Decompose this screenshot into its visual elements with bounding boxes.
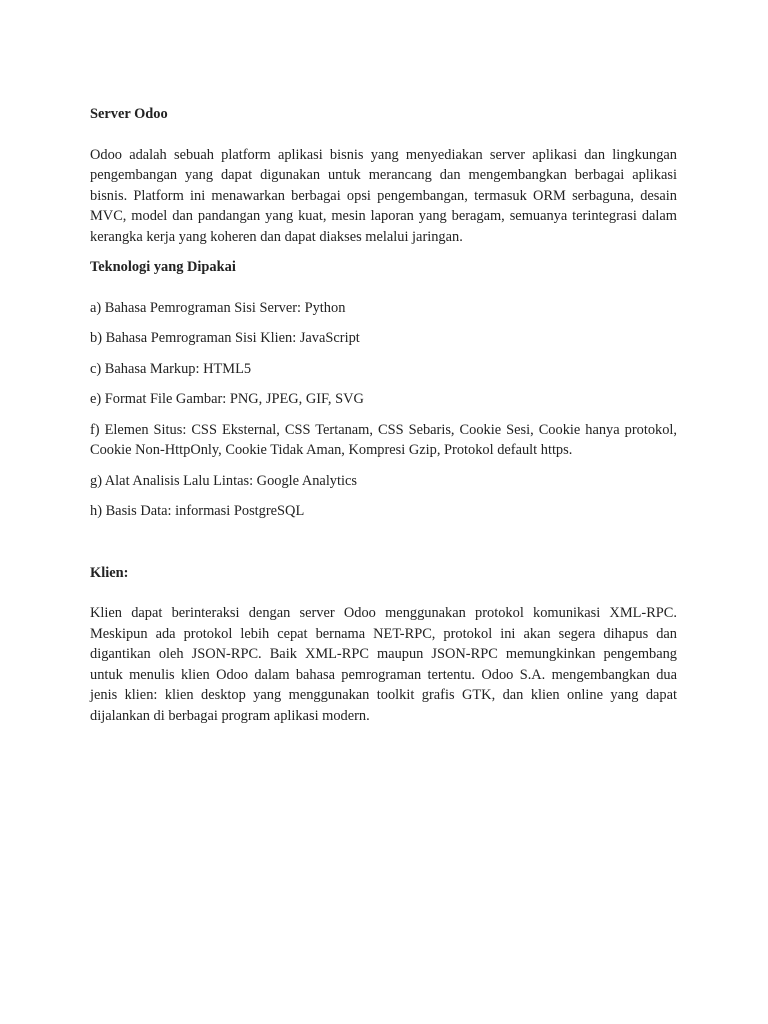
- section-title-server-odoo: Server Odoo: [90, 106, 168, 122]
- section-title-teknologi: Teknologi yang Dipakai: [90, 259, 236, 275]
- section-title-klien: Klien:: [90, 564, 129, 581]
- technology-list: [90, 298, 677, 522]
- paragraph-klien: Klien dapat berinteraksi dengan server Odoo menggunakan protokol komunikasi XML-RPC. Meskipun ada protokol lebih cepat bernama NET-RPC, protokol ini akan segera dihapus dan digantikan oleh JSON-RPC. Baik XML-RPC maupun JSON-RPC memungkinkan pengembang untuk menulis klien Odoo dalam bahasa pemrograman tertentu. Odoo S.A. mengembangkan dua jenis klien: klien desktop yang menggunakan toolkit grafis GTK, dan klien online yang dapat dijalankan di berbagai program aplikasi modern.: [90, 605, 677, 724]
- list-item-server-language: a) Bahasa Pemrograman Sisi Server: Python: [90, 299, 346, 316]
- list-item-client-language: b) Bahasa Pemrograman Sisi Klien: JavaScript: [90, 330, 360, 346]
- list-item-traffic-analysis: g) Alat Analisis Lalu Lintas: Google Analytics: [90, 472, 357, 489]
- document-body: [90, 104, 677, 726]
- list-item-site-elements: f) Elemen Situs: CSS Eksternal, CSS Tertanam, CSS Sebaris, Cookie Sesi, Cookie hanya protokol, Cookie Non-HttpOnly, Cookie Tidak Aman, Kompresi Gzip, Protokol default https.: [90, 421, 677, 458]
- paragraph-server-odoo: Odoo adalah sebuah platform aplikasi bisnis yang menyediakan server aplikasi dan lingkungan pengembangan yang dapat digunakan untuk merancang dan mengembangkan berbagai aplikasi bisnis. Platform ini menawarkan berbagai opsi pengembangan, termasuk ORM serbaguna, desain MVC, model dan pandangan yang kuat, mesin laporan yang beragam, semuanya terintegrasi dalam kerangka kerja yang koheren dan dapat diakses melalui jaringan.: [90, 146, 677, 245]
- list-item-image-formats: e) Format File Gambar: PNG, JPEG, GIF, SVG: [90, 391, 364, 407]
- list-item-database: h) Basis Data: informasi PostgreSQL: [90, 503, 305, 519]
- list-item-markup-language: c) Bahasa Markup: HTML5: [90, 360, 252, 377]
